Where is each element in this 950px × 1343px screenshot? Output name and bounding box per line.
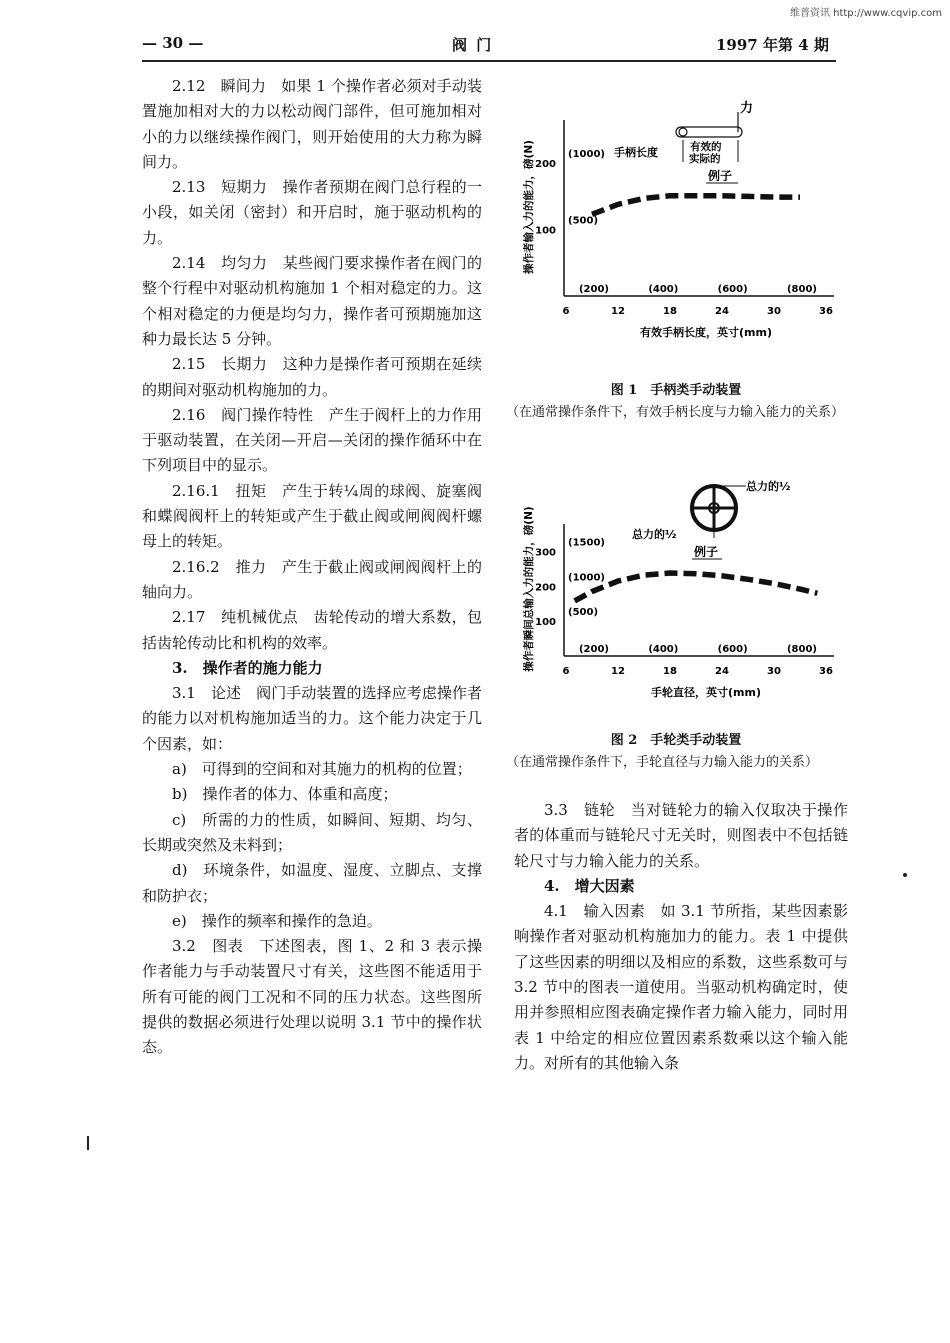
paragraph-p215: 2.15 长期力 这种力是操作者可预期在延续的期间对驱动机构施加的力。 (142, 355, 482, 399)
fig1-y-tick: 100 (535, 225, 556, 237)
right-column (514, 798, 848, 1076)
fig1-x-tick: 12 (611, 306, 625, 317)
fig1-x-tick: 30 (767, 306, 781, 317)
fig2-y-tick-n: (1000) (568, 572, 605, 584)
fig2-x-tick-mm: (400) (648, 644, 679, 655)
watermark: 维普资讯 http://www.cqvip.com (789, 8, 942, 19)
figure-1-caption (506, 380, 846, 424)
figure-2-subtitle: （在通常操作条件下，手轮直径与力输入能力的关系） (506, 755, 819, 770)
fig2-xlabel: 手轮直径，英寸(mm) (651, 686, 761, 699)
scan-speck (903, 873, 907, 877)
fig2-ylabel: 操作者瞬间总输入力的能力，磅(N) (523, 506, 535, 672)
fig2-y-tick: 100 (535, 617, 556, 629)
paragraph-p32: 3.2 图表 下述图表，图 1、2 和 3 表示操作者能力与手动装置尺寸有关，这些图不能适用于所有可能的阀门工况和不同的压力状态。这些图所提供的数据必须进行处理以说明 3.1 节中的操作状态。 (142, 937, 482, 1057)
paragraph-p2162: 2.16.2 推力 产生于截止阀或闸阀阀杆上的轴向力。 (142, 557, 482, 601)
fig1-example-label: 例子 (708, 169, 733, 183)
fig2-x-tick: 30 (767, 666, 781, 677)
paragraph-pe: e) 操作的频率和操作的急迫。 (172, 911, 382, 930)
fig2-example-label: 例子 (694, 545, 719, 559)
left-column (142, 74, 482, 1061)
paragraph-p41: 4.1 输入因素 如 3.1 节所指，某些因素影响操作者对驱动机构施加力的能力。表 1 中提供了这些因素的明细以及相应的系数，这些系数可与 3.2 节中的图表一道使用。当驱动机构确定时，使用并参照相应图表确定操作者力输入能力，同时用表 1 中给定的相应位置因素系数乘以这个输入能力。对所有的其他输入条 (514, 902, 848, 1072)
fig2-x-tick-mm: (200) (578, 644, 610, 655)
paragraph-p212: 2.12 瞬间力 如果 1 个操作者必须对手动装置施加相对大的力以松动阀门部件，但可施加相对小的力以继续操作阀门，则开始使用的大力称为瞬间力。 (142, 77, 482, 171)
figure-2-chart (506, 470, 846, 700)
figure-1-chart (506, 90, 846, 350)
paragraph-s3: 3. 操作者的施力能力 (172, 658, 323, 677)
fig1-x-tick: 24 (715, 306, 729, 317)
fig1-force-label: 力 (740, 101, 754, 116)
fig1-y-tick-n: (1000) (568, 149, 605, 161)
fig2-y-tick: 300 (535, 547, 556, 559)
fig2-x-tick: 36 (819, 666, 833, 677)
page-number: — 30 — (142, 34, 204, 52)
fig1-x-tick: 36 (819, 306, 833, 317)
paragraph-s4: 4. 增大因素 (544, 876, 635, 895)
paragraph-p216: 2.16 阀门操作特性 产生于阀杆上的力作用于驱动装置，在关闭—开启—关闭的操作循环中在下列项目中的显示。 (142, 405, 482, 475)
paragraph-pa: a) 可得到的空间和对其施力的机构的位置； (172, 760, 472, 779)
fig2-x-tick: 24 (715, 666, 729, 677)
paragraph-p31: 3.1 论述 阀门手动装置的选择应考虑操作者的能力以对机构施加适当的力。这个能力决定于几个因素，如： (142, 684, 482, 753)
fig1-x-tick-mm: (200) (578, 284, 610, 295)
issue-label: 1997 年第 4 期 (716, 36, 829, 54)
paragraph-p214: 2.14 均匀力 某些阀门要求操作者在阀门的整个行程中对驱动机构施加 1 个相对稳定的力。这个相对稳定的力便是均匀力，操作者可预期施加这种力最长达 5 分钟。 (142, 254, 482, 348)
paragraph-p213: 2.13 短期力 操作者预期在阀门总行程的一小段，如关闭（密封）和开启时，施于驱动机构的力。 (142, 178, 482, 247)
paragraph-p2161: 2.16.1 扭矩 产生于转¼周的球阀、旋塞阀和蝶阀阀杆上的转矩或产生于截止阀或闸阀阀杆螺母上的转矩。 (142, 481, 482, 551)
fig1-handle-pivot (679, 128, 687, 136)
fig1-x-tick-mm: (400) (648, 284, 679, 295)
fig1-y-tick-n: (500) (568, 215, 599, 227)
fig2-y-tick: 200 (535, 582, 556, 594)
fig1-actual-label: 实际的 (689, 153, 721, 165)
journal-name: 阀 门 (452, 36, 494, 54)
fig1-x-tick-mm: (600) (717, 284, 748, 295)
paragraph-pc: c) 所需的力的性质，如瞬间、短期、均匀、长期或突然及未料到； (142, 810, 482, 854)
paragraph-p33: 3.3 链轮 当对链轮力的输入仅取决于操作者的体重而与链轮尺寸无关时，则图表中不包括链轮尺寸与力输入能力的关系。 (514, 801, 848, 870)
fig2-total-half-top: 总力的½ (746, 480, 791, 493)
paragraph-pb: b) 操作者的体力、体重和高度； (172, 785, 398, 804)
fig1-x-tick: 6 (562, 306, 570, 317)
fig2-x-tick-mm: (600) (717, 644, 748, 655)
scan-mark (87, 1136, 89, 1150)
fig2-x-tick: 6 (562, 666, 570, 677)
fig1-series-line (592, 196, 800, 215)
fig2-y-tick-n: (500) (568, 607, 599, 619)
fig2-x-tick: 12 (611, 666, 625, 677)
fig1-x-tick-mm: (800) (786, 284, 818, 295)
fig2-total-half-left: 总力的½ (632, 528, 677, 541)
paragraph-pd: d) 环境条件，如温度、湿度、立脚点、支撑和防护衣； (142, 861, 482, 905)
fig2-x-tick: 18 (663, 666, 677, 677)
fig1-x-tick: 18 (663, 306, 677, 317)
fig1-ylabel: 操作者输入力的能力，磅(N) (523, 140, 535, 274)
fig1-y-tick: 200 (535, 159, 556, 171)
fig2-x-tick-mm: (800) (786, 644, 818, 655)
fig2-y-tick-n: (1500) (568, 537, 605, 549)
paragraph-p217: 2.17 纯机械优点 齿轮传动的增大系数，包括齿轮传动比和机构的效率。 (142, 608, 482, 652)
figure-2-caption (506, 730, 846, 774)
figure-1-subtitle: （在通常操作条件下，有效手柄长度与力输入能力的关系） (506, 405, 845, 420)
fig1-handle-label: 手柄长度 (614, 146, 658, 159)
fig1-effective-label: 有效的 (690, 141, 722, 153)
figure-1-title: 图 1 手柄类手动装置 (610, 383, 742, 398)
figure-2-title: 图 2 手轮类手动装置 (610, 733, 742, 748)
fig2-series-line (575, 573, 818, 601)
fig1-xlabel: 有效手柄长度，英寸(mm) (640, 326, 772, 339)
header-rule (142, 60, 836, 62)
